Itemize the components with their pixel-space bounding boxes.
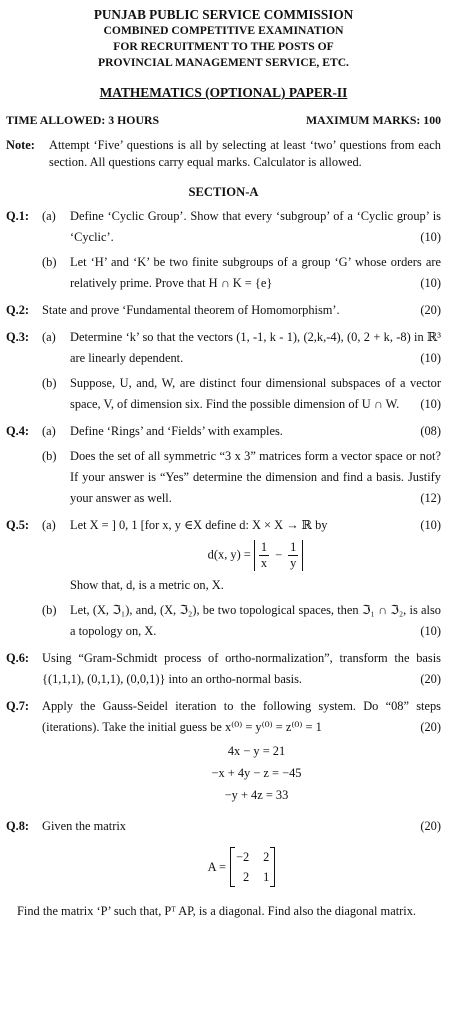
part-marks: (12) [420, 491, 441, 505]
part-body: Does the set of all symmetric “3 x 3” matrices form a vector space or not? If your answer is “Yes” determine the dimension and find a basis. Justify your answer as well. [70, 449, 441, 505]
matrix-cell: 2 [263, 850, 270, 864]
question-7 [6, 696, 441, 810]
metric-formula [70, 540, 441, 571]
part-text [70, 327, 441, 369]
question-number: Q.2: [6, 303, 30, 317]
question-marks: (20) [420, 672, 441, 686]
denominator: x [260, 556, 268, 570]
equation: −x + 4y − z = −45 [211, 766, 302, 780]
part-label: (a) [42, 424, 56, 438]
part-label: (b) [42, 449, 57, 463]
time-allowed: TIME ALLOWED: 3 HOURS [6, 113, 160, 127]
matrix-cell: 2 [242, 870, 250, 884]
question-8-task: Find the matrix ‘P’ such that, Pᵀ AP, is a diagonal. Find also the diagonal matrix. [17, 904, 416, 918]
question-body: Given the matrix [42, 819, 126, 833]
equation-system [72, 740, 441, 806]
part-marks: (10) [420, 397, 441, 411]
question-part [42, 206, 441, 248]
matrix-row [236, 867, 269, 887]
question-3 [6, 327, 441, 419]
part-label: (a) [42, 209, 56, 223]
question-part [42, 373, 441, 415]
question-text [42, 696, 441, 738]
service-line: PROVINCIAL MANAGEMENT SERVICE, ETC. [98, 56, 349, 69]
part-label: (a) [42, 330, 56, 344]
part-text [70, 600, 441, 642]
question-body: Apply the Gauss-Seidel iteration to the following system. Do “08” steps (iterations). Take the initial guess be x⁽⁰⁾ = y⁽⁰⁾ = z⁽⁰⁾ = 1 [42, 699, 441, 734]
part-body-continued: Show that, d, is a metric on, X. [70, 578, 224, 592]
exam-title: COMBINED COMPETITIVE EXAMINATION [103, 24, 344, 37]
question-part [42, 327, 441, 369]
question-5 [6, 515, 441, 646]
question-body: Using “Gram-Schmidt process of ortho-normalization”, transform the basis {(1,1,1), (0,1,1), (0,0,1)} into an ortho-normal basis. [42, 651, 441, 686]
exam-meta [6, 113, 441, 128]
question-number: Q.3: [6, 330, 30, 344]
part-marks: (10) [420, 518, 441, 532]
numerator: 1 [290, 540, 297, 554]
question-number: Q.8: [6, 819, 30, 833]
part-text [70, 206, 441, 248]
part-body: Let ‘H’ and ‘K’ be two finite subgroups of a group ‘G’ whose orders are relatively prime. Prove that H ∩ K = {e} [70, 255, 441, 290]
question-2 [6, 300, 441, 321]
matrix-cell: −2 [235, 850, 250, 864]
part-marks: (10) [420, 276, 441, 290]
part-text [70, 446, 441, 509]
part-label: (b) [42, 603, 57, 617]
question-6 [6, 648, 441, 690]
section-heading: SECTION-A [188, 185, 259, 199]
part-marks: (10) [420, 624, 441, 638]
part-text [70, 515, 441, 596]
instructions-note [6, 137, 441, 171]
question-marks: (20) [420, 720, 441, 734]
question-1 [6, 206, 441, 298]
question-body: State and prove ‘Fundamental theorem of Homomorphism’. [42, 303, 340, 317]
part-marks: (08) [420, 424, 441, 438]
part-body: Define ‘Rings’ and ‘Fields’ with examples. [70, 424, 283, 438]
matrix-cell: 1 [263, 870, 270, 884]
part-body: Suppose, U, and, W, are distinct four dimensional subspaces of a vector space, V, of dimension six. Find the possible dimension of U ∩ W. [70, 376, 441, 411]
question-marks: (20) [420, 303, 441, 317]
question-part [42, 446, 441, 509]
question-part [42, 600, 441, 642]
part-label: (b) [42, 376, 57, 390]
part-text [70, 421, 441, 442]
question-marks: (20) [420, 819, 441, 833]
matrix-row [236, 847, 269, 867]
equation: 4x − y = 21 [227, 744, 286, 758]
part-text [70, 373, 441, 415]
fraction [288, 540, 298, 571]
note-label: Note: [6, 138, 35, 152]
absolute-value [254, 540, 303, 571]
question-8 [6, 816, 441, 891]
part-body: Let X = ] 0, 1 [for x, y ∈X define d: X × X → ℝ by [70, 518, 328, 532]
maximum-marks: MAXIMUM MARKS: 100 [306, 113, 441, 127]
org-title: PUNJAB PUBLIC SERVICE COMMISSION [93, 7, 354, 22]
matrix [230, 847, 275, 887]
question-part [42, 252, 441, 294]
note-text: Attempt ‘Five’ questions is all by selecting at least ‘two’ questions from each section. All questions carry equal marks. Calculator is allowed. [49, 138, 441, 169]
question-number: Q.4: [6, 424, 30, 438]
part-marks: (10) [420, 351, 441, 365]
question-number: Q.1: [6, 209, 30, 223]
matrix-lhs: A = [207, 859, 226, 874]
part-body: Define ‘Cyclic Group’. Show that every ‘subgroup’ of a ‘Cyclic group’ is ‘Cyclic’. [70, 209, 441, 244]
question-text [42, 300, 441, 321]
paper-title: MATHEMATICS (OPTIONAL) PAPER-II [99, 85, 348, 100]
part-text [70, 252, 441, 294]
equation: −y + 4z = 33 [224, 788, 289, 802]
question-number: Q.6: [6, 651, 30, 665]
part-label: (a) [42, 518, 56, 532]
matrix-block [208, 847, 276, 887]
formula-lhs: d(x, y) = [207, 547, 251, 562]
question-part [42, 421, 441, 442]
minus-sign: − [275, 548, 283, 562]
question-part [42, 515, 441, 596]
matrix-expression [42, 847, 441, 887]
question-4 [6, 421, 441, 513]
denominator: y [290, 556, 297, 570]
question-number: Q.5: [6, 518, 30, 532]
numerator: 1 [260, 540, 268, 554]
question-number: Q.7: [6, 699, 30, 713]
part-marks: (10) [420, 230, 441, 244]
fraction [259, 540, 269, 571]
recruitment-line: FOR RECRUITMENT TO THE POSTS OF [113, 40, 334, 53]
part-label: (b) [42, 255, 57, 269]
question-text [42, 648, 441, 690]
part-body: Determine ‘k’ so that the vectors (1, -1, k - 1), (2,k,-4), (0, 2 + k, -8) in ℝ³ are linearly dependent. [70, 330, 441, 365]
part-body: Let, (X, ℑ₁), and, (X, ℑ₂), be two topological spaces, then ℑ₁ ∩ ℑ₂, is also a topology on, X. [70, 603, 441, 638]
